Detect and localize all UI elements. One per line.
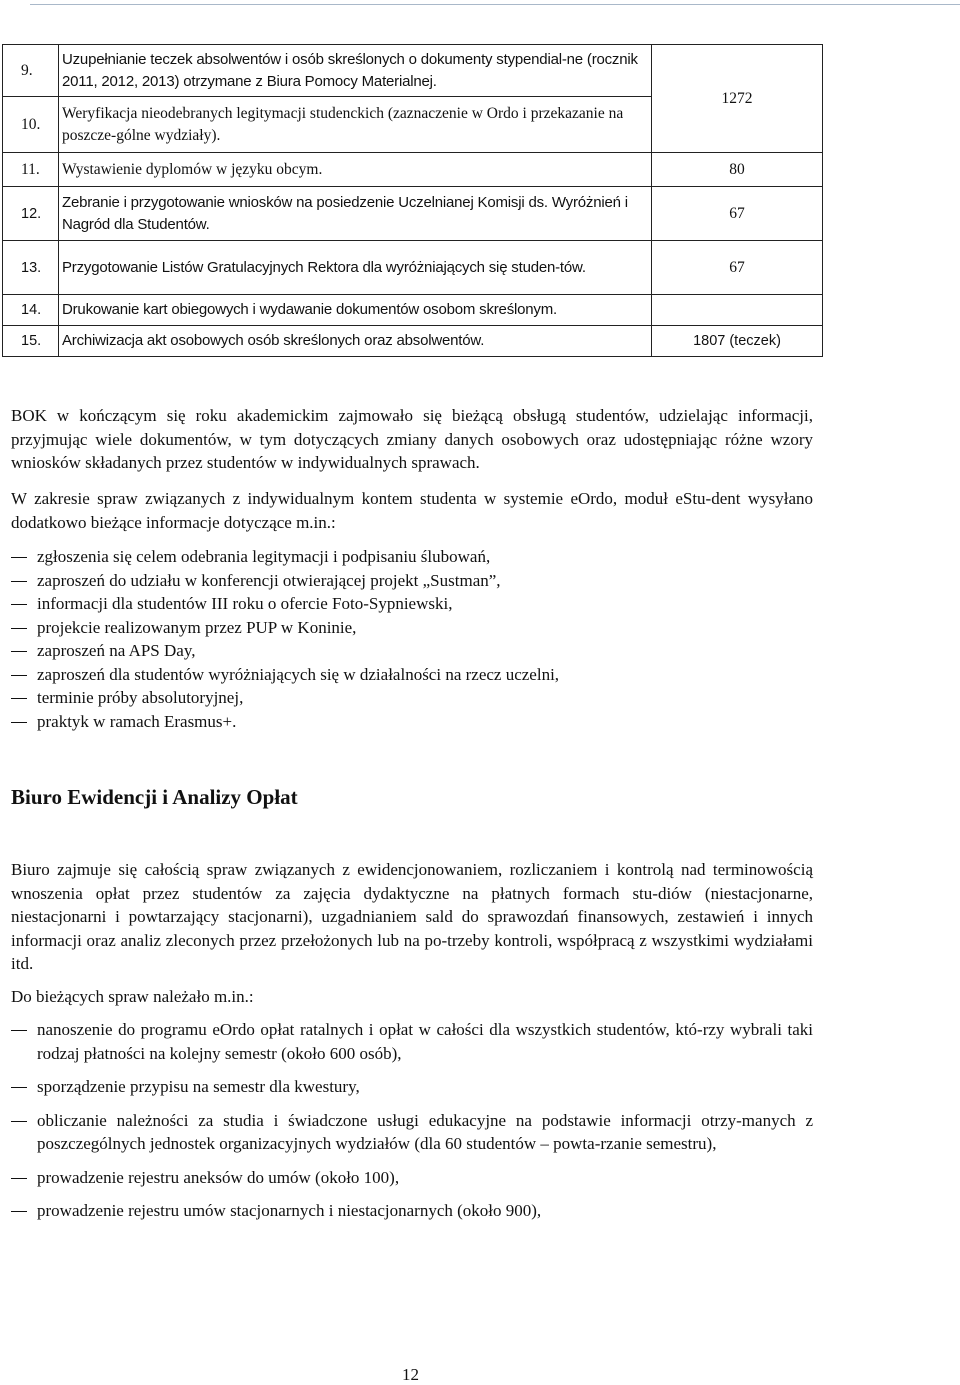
tasks-table	[2, 44, 823, 357]
row-value: 1807 (teczek)	[652, 326, 823, 357]
table-row	[3, 295, 823, 326]
row-value	[652, 295, 823, 326]
row-description: Drukowanie kart obiegowych i wydawanie dokumentów osobom skreślonym.	[59, 295, 652, 326]
row-number: 10.	[3, 97, 59, 153]
row-number: 9.	[3, 45, 59, 97]
row-value: 80	[652, 153, 823, 187]
list-item: zaproszeń do udziału w konferencji otwierającej projekt „Sustman”,	[37, 570, 501, 590]
table-row	[3, 153, 823, 187]
section-title: Biuro Ewidencji i Analizy Opłat	[11, 785, 298, 809]
table-row	[3, 241, 823, 295]
row-number: 14.	[3, 295, 59, 326]
list-item: zaproszeń na APS Day,	[37, 641, 196, 660]
list-item: terminie próby absolutoryjnej,	[37, 688, 244, 707]
row-number: 15.	[3, 326, 59, 357]
row-value: 67	[652, 241, 823, 295]
table-row	[3, 45, 823, 97]
row-number: 11.	[3, 153, 59, 187]
row-description: Wystawienie dyplomów w języku obcym.	[59, 153, 652, 187]
list-item: prowadzenie rejestru umów stacjonarnych i niestacjonarnych (około 900),	[37, 1201, 542, 1220]
header-rule	[30, 4, 960, 5]
row-value: 67	[652, 187, 823, 241]
table-row	[3, 187, 823, 241]
table-row	[3, 326, 823, 357]
list-item: nanoszenie do programu eOrdo opłat ratalnych i opłat w całości dla wszystkich studentów, któ-rzy wybrali taki rodzaj płatności na kolejny semestr (około 600 osób),	[37, 1020, 813, 1063]
list-item: praktyk w ramach Erasmus+.	[37, 711, 237, 731]
beao-list	[11, 1018, 813, 1233]
row-number: 13.	[3, 241, 59, 295]
row-description: Uzupełnianie teczek absolwentów i osób skreślonych o dokumenty stypendial-ne (rocznik 2011, 2012, 2013) otrzymane z Biura Pomocy Materialnej.	[59, 45, 652, 97]
list-item: zgłoszenia się celem odebrania legitymacji i podpisaniu ślubowań,	[37, 547, 491, 566]
page-number: 12	[402, 1365, 419, 1384]
list-item: zaproszeń dla studentów wyróżniających się w działalności na rzecz uczelni,	[37, 664, 560, 684]
bok-list	[11, 545, 813, 733]
row-description: Weryfikacja nieodebranych legitymacji studenckich (zaznaczenie w Ordo i przekazanie na poszcze-gólne wydziały).	[59, 97, 652, 153]
row-description: Archiwizacja akt osobowych osób skreślonych oraz absolwentów.	[59, 326, 652, 357]
list-item: informacji dla studentów III roku o ofercie Foto-Sypniewski,	[37, 594, 453, 613]
row-number: 12.	[3, 187, 59, 241]
list-item: projekcie realizowanym przez PUP w Koninie,	[37, 617, 357, 637]
list-item: sporządzenie przypisu na semestr dla kwestury,	[37, 1077, 360, 1096]
row-value: 1272	[652, 45, 823, 153]
row-description: Przygotowanie Listów Gratulacyjnych Rektora dla wyróżniających się studen-tów.	[59, 241, 652, 295]
beao-paragraph: Biuro zajmuje się całością spraw związanych z ewidencjonowaniem, rozliczaniem i kontrolą nad terminowością wnoszenia opłat przez studentów za zajęcia dydaktyczne na płatnych formach stu-diów (niestacjonarne, niestacjonarni i powtarzający stacjonarni), uzgadnianiem sald do sprawozdań finansowych, zestawień i innych informacji oraz analiz zleconych przez przełożonych lub na po-trzeby kontroli, współpracą z wszystkimi wydziałami itd.	[11, 860, 813, 973]
beao-intro: Do bieżących spraw należało m.in.:	[11, 987, 254, 1006]
bok-paragraph-1: BOK w kończącym się roku akademickim zajmowało się bieżącą obsługą studentów, udzielając informacji, przyjmując wiele dokumentów, w tym dotyczących zmiany danych osobowych oraz udostępniając różne wzory wniosków składanych przez studentów w indywidualnych sprawach.	[11, 406, 813, 472]
bok-paragraph-2: W zakresie spraw związanych z indywidualnym kontem studenta w systemie eOrdo, moduł eStu-dent wysyłano dodatkowo bieżące informacje dotyczące m.in.:	[11, 489, 813, 532]
list-item: obliczanie należności za studia i świadczone usługi edukacyjne na podstawie informacji otrzy-manych z poszczególnych jednostek organizacyjnych wydziałów (dla 60 studentów – powta-rzanie semestru),	[37, 1110, 813, 1153]
list-item: prowadzenie rejestru aneksów do umów (około 100),	[37, 1167, 400, 1187]
row-description: Zebranie i przygotowanie wniosków na posiedzenie Uczelnianej Komisji ds. Wyróżnień i Nagród dla Studentów.	[59, 187, 652, 241]
